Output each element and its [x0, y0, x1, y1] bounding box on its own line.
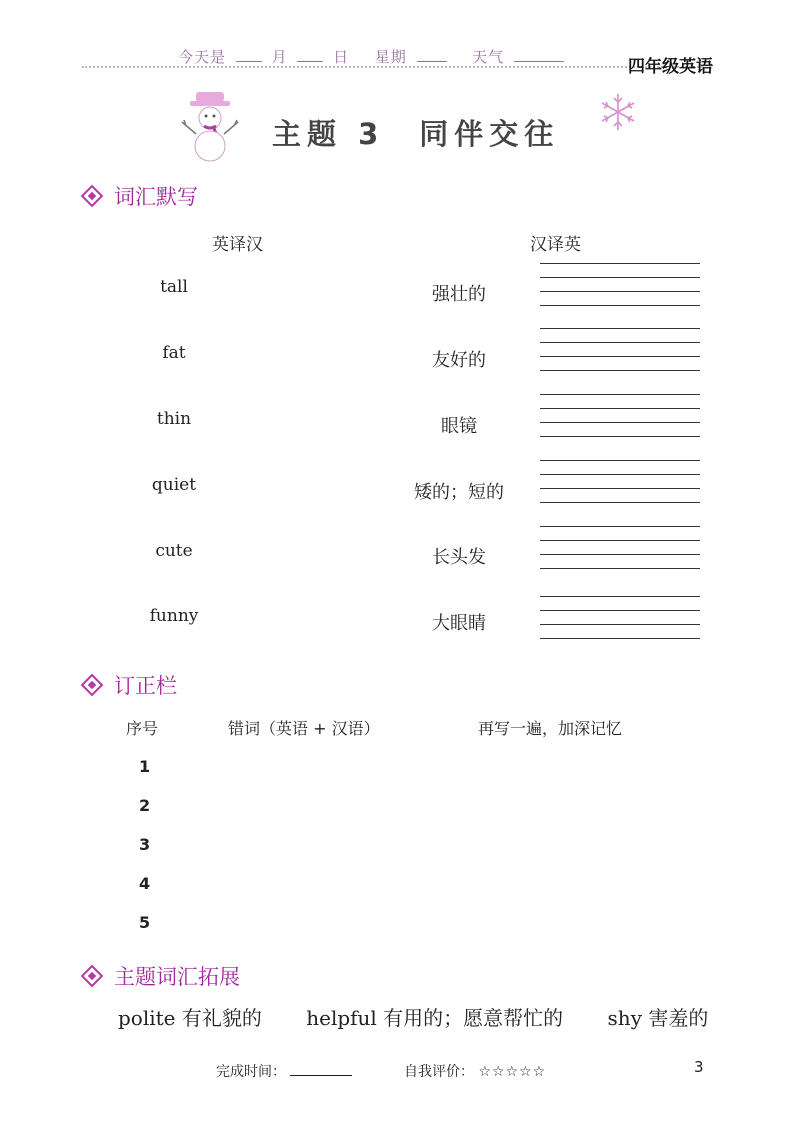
writing-lines[interactable] [540, 596, 700, 646]
cn-word: 友好的 [432, 350, 486, 371]
header-dotted-divider [82, 66, 702, 68]
section-correction-title: 订正栏 [114, 674, 177, 698]
en-word: tall [160, 277, 188, 297]
snowman-icon [180, 86, 240, 166]
month-blank[interactable] [236, 47, 262, 62]
date-weather-line [178, 46, 568, 67]
extension-item: shy 害羞的 [607, 1006, 709, 1030]
time-blank[interactable] [290, 1061, 352, 1076]
cn-word: 大眼睛 [432, 613, 486, 634]
section-vocab-heading [84, 181, 198, 211]
cn-word: 长头发 [432, 547, 486, 568]
row-number: 2 [139, 796, 151, 815]
diamond-bullet-icon [81, 674, 104, 697]
row-number: 5 [139, 913, 151, 932]
col-rewrite-header: 再写一遍，加深记忆 [478, 719, 623, 738]
snowflake-icon [598, 92, 638, 132]
page-number: 3 [694, 1058, 704, 1076]
diamond-bullet-icon [81, 965, 104, 988]
section-extension-title: 主题词汇拓展 [114, 965, 240, 989]
completion-time [216, 1061, 352, 1081]
cn-word: 眼镜 [441, 416, 477, 437]
today-label: 今天是 [178, 48, 227, 66]
row-number: 3 [139, 835, 151, 854]
extension-item: polite 有礼貌的 [118, 1006, 262, 1030]
writing-lines[interactable] [540, 526, 700, 576]
row-number: 1 [139, 757, 151, 776]
en-word: funny [149, 606, 199, 626]
weekday-blank[interactable] [417, 47, 447, 62]
rating-stars[interactable]: ☆☆☆☆☆ [478, 1064, 547, 1080]
cn-word: 矮的；短的 [414, 482, 504, 503]
col-wrong-header: 错词（英语 + 汉语） [228, 719, 380, 738]
en-word: thin [156, 409, 192, 429]
writing-lines[interactable] [540, 394, 700, 444]
page-title: 主题 3 同伴交往 [272, 117, 560, 151]
col-no-header: 序号 [126, 719, 159, 738]
self-evaluation [404, 1061, 546, 1081]
row-number: 4 [139, 874, 151, 893]
weekday-label: 星期 [374, 48, 407, 66]
grade-label: 四年级英语 [628, 57, 713, 77]
writing-lines[interactable] [540, 328, 700, 378]
section-extension-heading [84, 961, 240, 991]
cn-word: 强壮的 [432, 284, 486, 305]
day-label: 日 [333, 48, 350, 66]
en-word: fat [162, 343, 186, 363]
time-label: 完成时间： [216, 1064, 286, 1080]
weather-blank[interactable] [514, 47, 564, 62]
en-word: quiet [151, 475, 197, 495]
weather-label: 天气 [472, 48, 505, 66]
month-label: 月 [271, 48, 288, 66]
en-word: cute [155, 541, 193, 561]
section-vocab-title: 词汇默写 [114, 185, 198, 209]
day-blank[interactable] [297, 47, 323, 62]
section-correction-heading [84, 670, 177, 700]
extension-item: helpful 有用的；愿意帮忙的 [306, 1006, 564, 1030]
cn-to-en-label: 汉译英 [530, 235, 581, 255]
en-to-cn-label: 英译汉 [212, 235, 263, 255]
extension-words [118, 1002, 708, 1031]
writing-lines[interactable] [540, 460, 700, 510]
diamond-bullet-icon [81, 185, 104, 208]
writing-lines[interactable] [540, 263, 700, 313]
self-eval-label: 自我评价： [404, 1064, 474, 1080]
